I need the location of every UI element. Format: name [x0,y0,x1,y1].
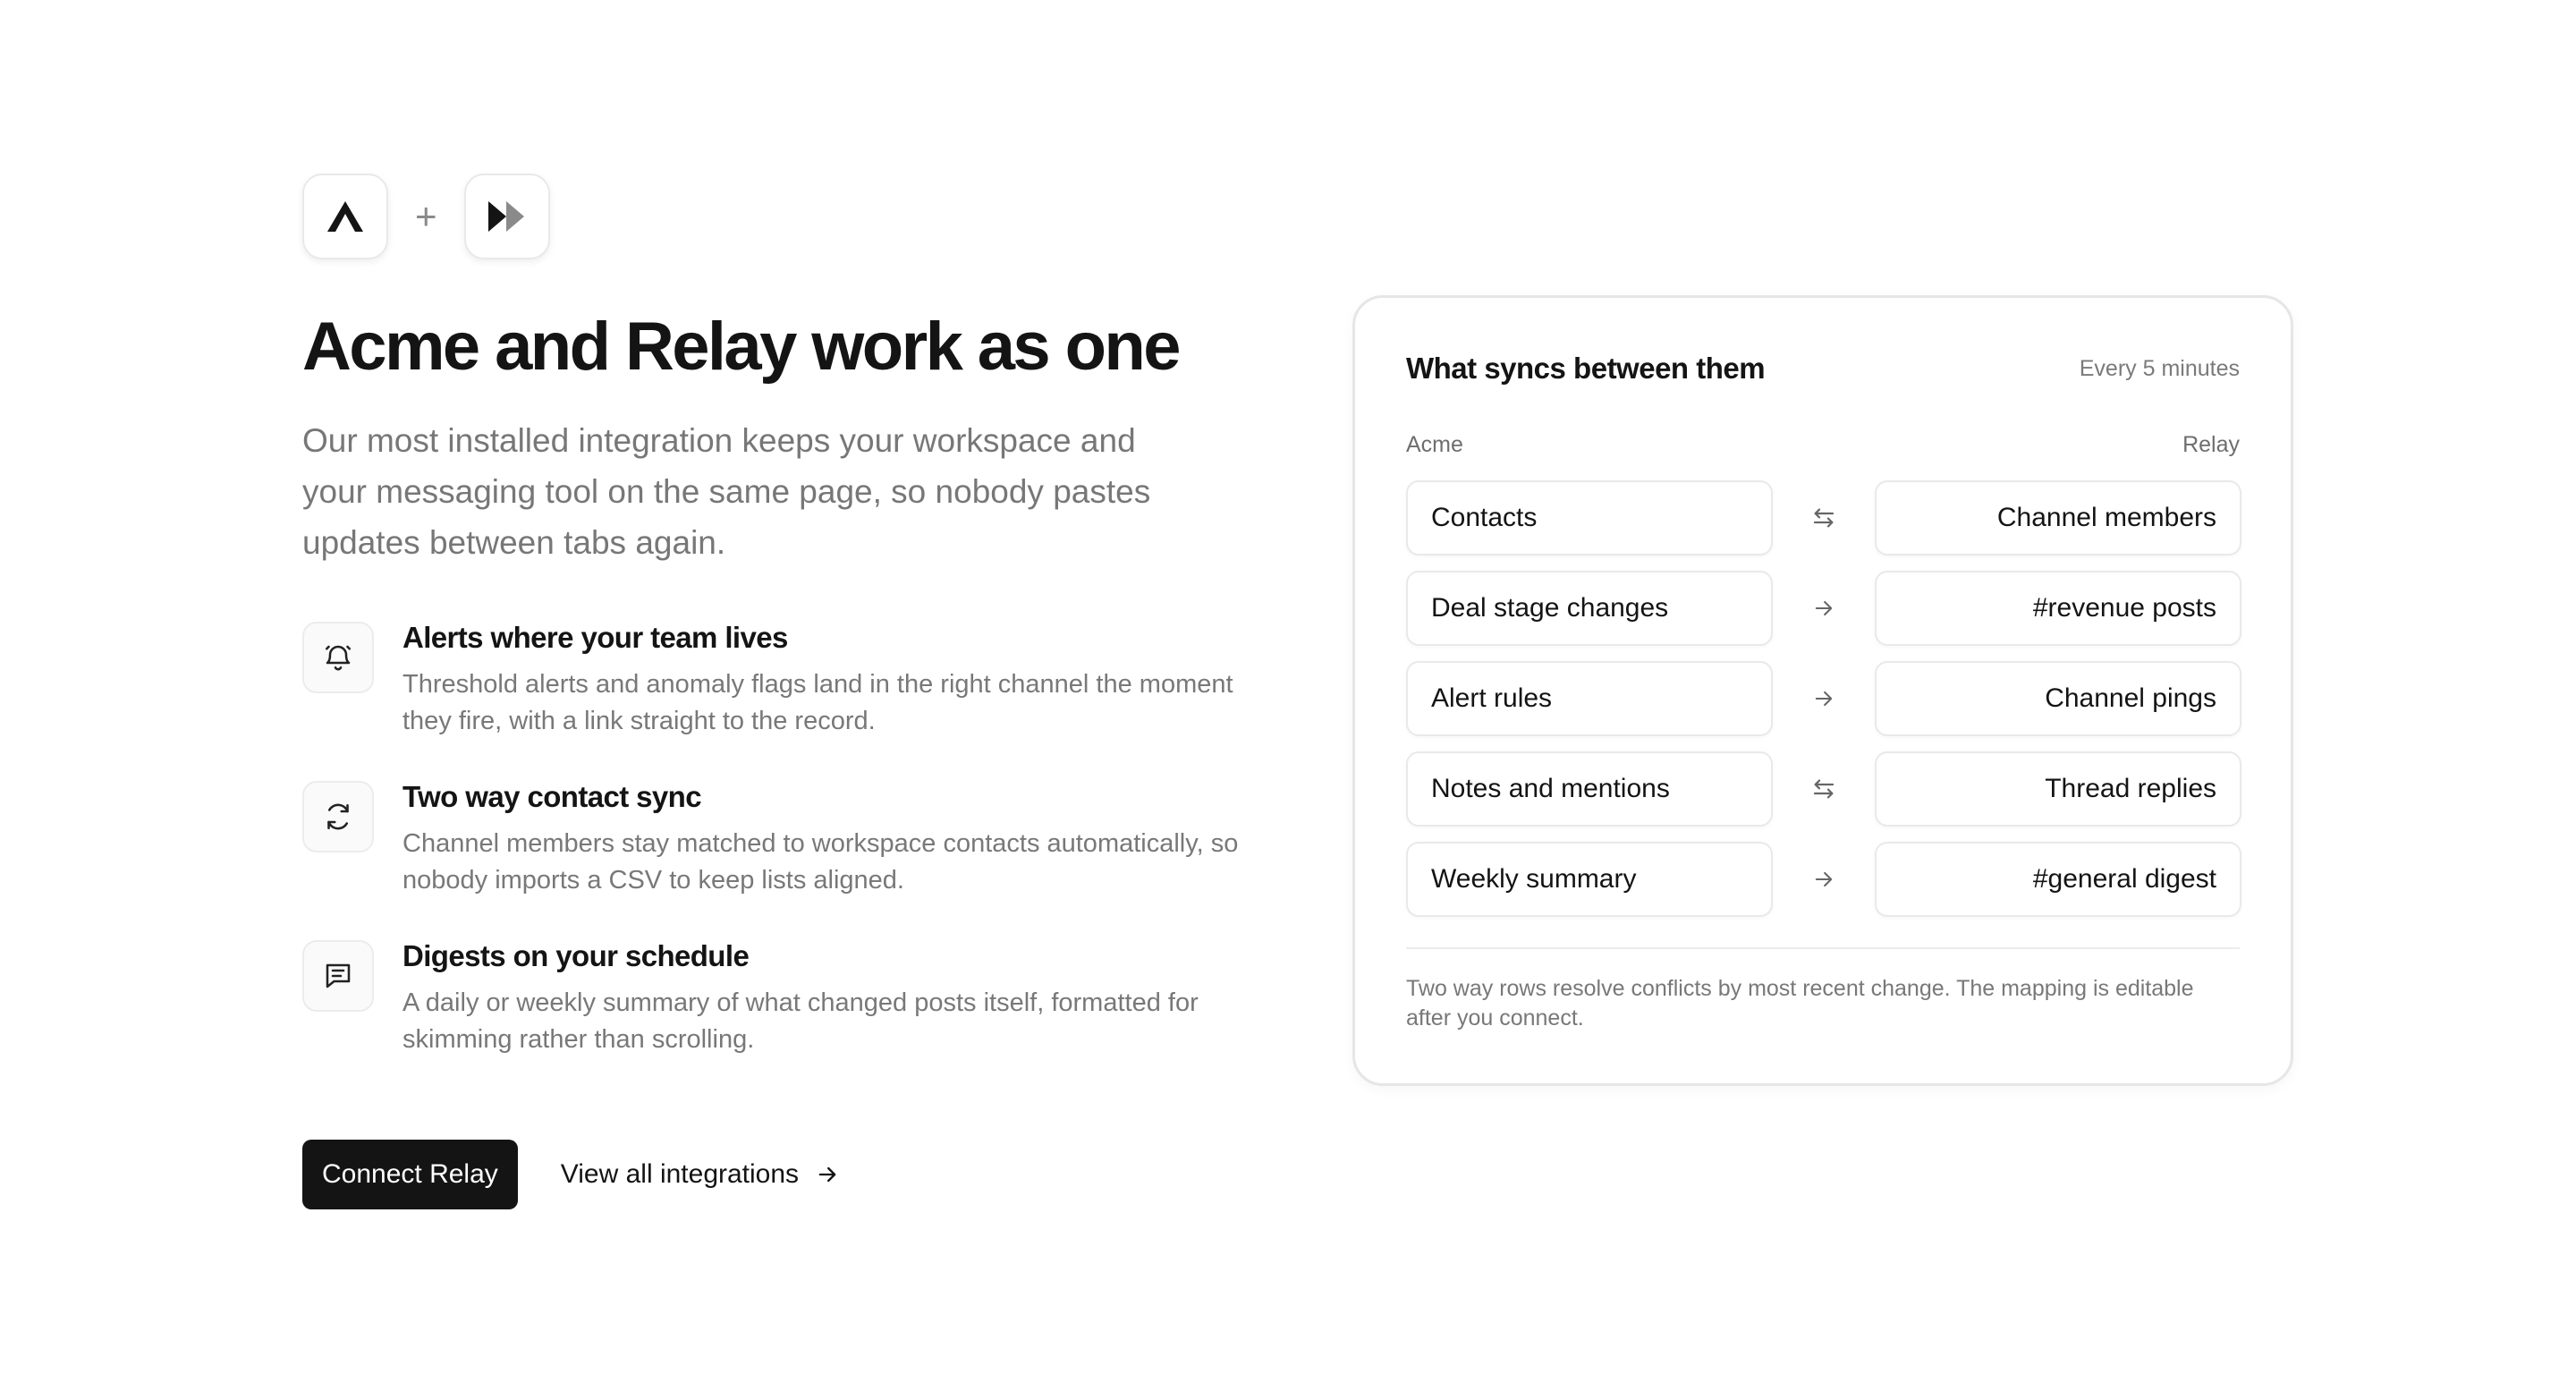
view-all-integrations-label: View all integrations [560,1159,800,1189]
sync-card [1352,295,2293,1086]
bell-icon [302,622,374,693]
relay-field: #revenue posts [1875,571,2241,646]
feature-item-digests [302,938,1268,1098]
feature-title: Digests on your schedule [402,938,750,972]
relay-logo-icon [488,201,526,232]
sync-column-headers [1406,432,2240,458]
arrow-right-icon [815,1162,840,1187]
plus-separator: + [415,195,437,237]
feature-description: Channel members stay matched to workspace contacts automatically, so nobody imports a CSV to keep lists aligned. [402,828,1239,895]
feature-item-sync [302,779,1268,938]
arrow-right-icon [1773,867,1875,892]
acme-field: Contacts [1406,480,1773,556]
sync-frequency: Every 5 minutes [2079,355,2240,381]
feature-title: Two way contact sync [402,779,701,813]
feature-title: Alerts where your team lives [402,620,788,654]
relay-field: Thread replies [1875,751,2241,827]
page-subtitle: Our most installed integration keeps your workspace and your messaging tool on the same page, so nobody pastes updates between tabs again. [302,421,1151,561]
two-way-arrows-icon [1773,776,1875,802]
feature-description: A daily or weekly summary of what changed posts itself, formatted for skimming rather than scrolling. [402,988,1199,1054]
sync-card-title: What syncs between them [1406,352,1766,385]
message-lines-icon [302,940,374,1012]
logo-pair [302,174,1268,259]
sync-card-header [1406,352,2240,386]
sync-mapping-list [1406,472,2241,924]
acme-field: Alert rules [1406,661,1773,736]
arrow-right-icon [1773,596,1875,621]
acme-field: Notes and mentions [1406,751,1773,827]
relay-field: #general digest [1875,842,2241,917]
acme-field: Deal stage changes [1406,571,1773,646]
sync-row [1406,653,2241,743]
relay-field: Channel pings [1875,661,2241,736]
sync-row [1406,563,2241,653]
feature-description: Threshold alerts and anomaly flags land in the right channel the moment they fire, with a link straight to the record. [402,669,1233,735]
feature-item-alerts [302,620,1268,779]
arrow-right-icon [1773,686,1875,711]
view-all-integrations-link[interactable] [561,1159,840,1190]
two-way-arrows-icon [1773,505,1875,531]
hero-section [302,174,1268,1189]
page-title: Acme and Relay work as one [302,309,1179,385]
column-header-relay: Relay [2182,432,2240,457]
sync-footnote: Two way rows resolve conflicts by most recent change. The mapping is editable after you connect. [1406,976,2194,1030]
relay-logo [464,174,550,259]
sync-row [1406,472,2241,563]
column-header-acme: Acme [1406,432,1463,457]
acme-field: Weekly summary [1406,842,1773,917]
sync-row [1406,743,2241,834]
relay-field: Channel members [1875,480,2241,556]
acme-logo-icon [327,201,363,232]
feature-list [302,620,1268,1098]
card-divider [1406,947,2240,949]
refresh-icon [302,781,374,852]
action-bar [302,1140,840,1209]
acme-logo [302,174,388,259]
connect-relay-button[interactable]: Connect Relay [302,1140,518,1209]
sync-row [1406,834,2241,924]
